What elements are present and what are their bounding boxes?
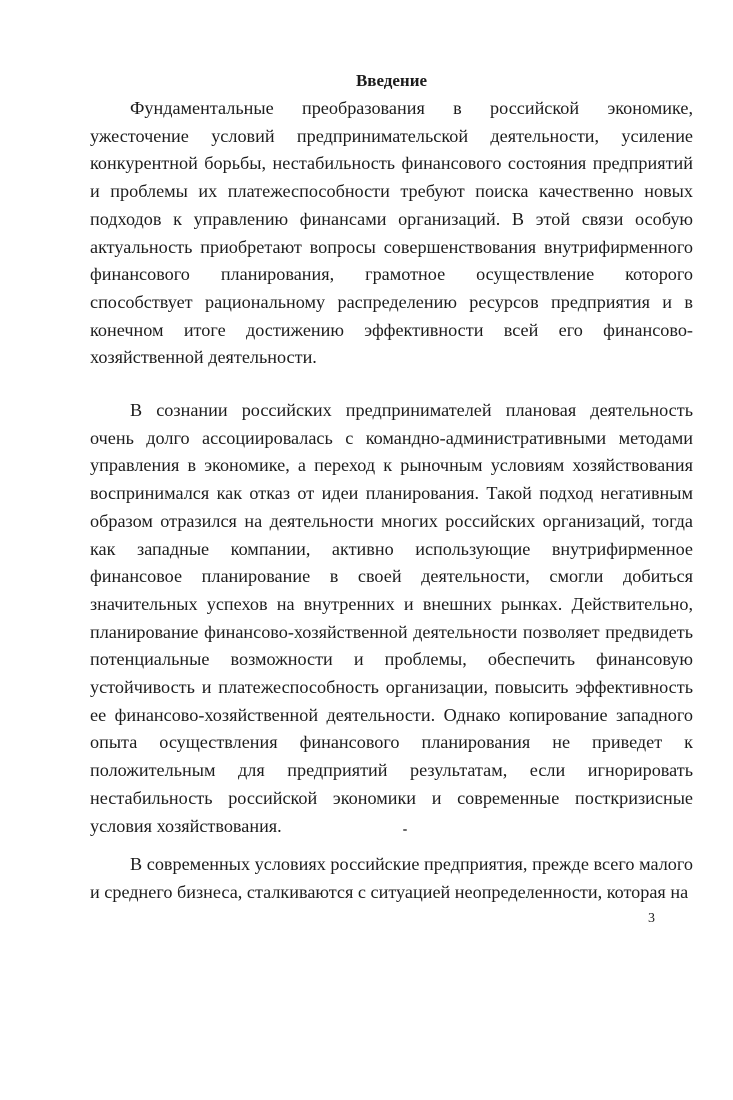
paragraph-1: Фундаментальные преобразования в российской экономике, ужесточение условий предпринимательской деятельности, усиление конкурентной борьбы, нестабильность финансового состояния предприятий и проблемы их платежеспособности требуют поиска качественно новых подходов к управлению финансами организаций. В этой связи особую актуальность приобретают вопросы совершенствования внутрифирменного финансового планирования, грамотное осуществление которого способствует рациональному распределению ресурсов предприятия и в конечном итоге достижению эффективности всей его финансово-хозяйственной деятельности. — [90, 98, 693, 368]
paragraph-3: В современных условиях российские предприятия, прежде всего малого и среднего бизнеса, сталкиваются с ситуацией неопределенности, которая на — [90, 854, 693, 902]
page-number: 3 — [648, 911, 655, 926]
paragraph-2: В сознании российских предпринимателей плановая деятельность очень долго ассоциировалась с командно-административными методами управления в экономике, а переход к рыночным условиям хозяйствования воспринимался как отказ от идеи планирования. Такой подход негативным образом отразился на деятельности многих российских организаций, тогда как западные компании, активно использующие внутрифирменное финансовое планирование в своей деятельности, смогли добиться значительных успехов на внутренних и внешних рынках. Действительно, планирование финансово-хозяйственной деятельности позволяет предвидеть потенциальные возможности и проблемы, обеспечить финансовую устойчивость и платежеспособность организации, повысить эффективность ее финансово-хозяйственной деятельности. Однако копирование западного опыта осуществления финансового планирования не приведет к положительным для предприятий результатам, если игнорировать нестабильность российской экономики и современные посткризисные условия хозяйствования. — [90, 400, 693, 836]
scan-artifact — [403, 829, 407, 831]
page-title: Введение — [355, 71, 428, 90]
